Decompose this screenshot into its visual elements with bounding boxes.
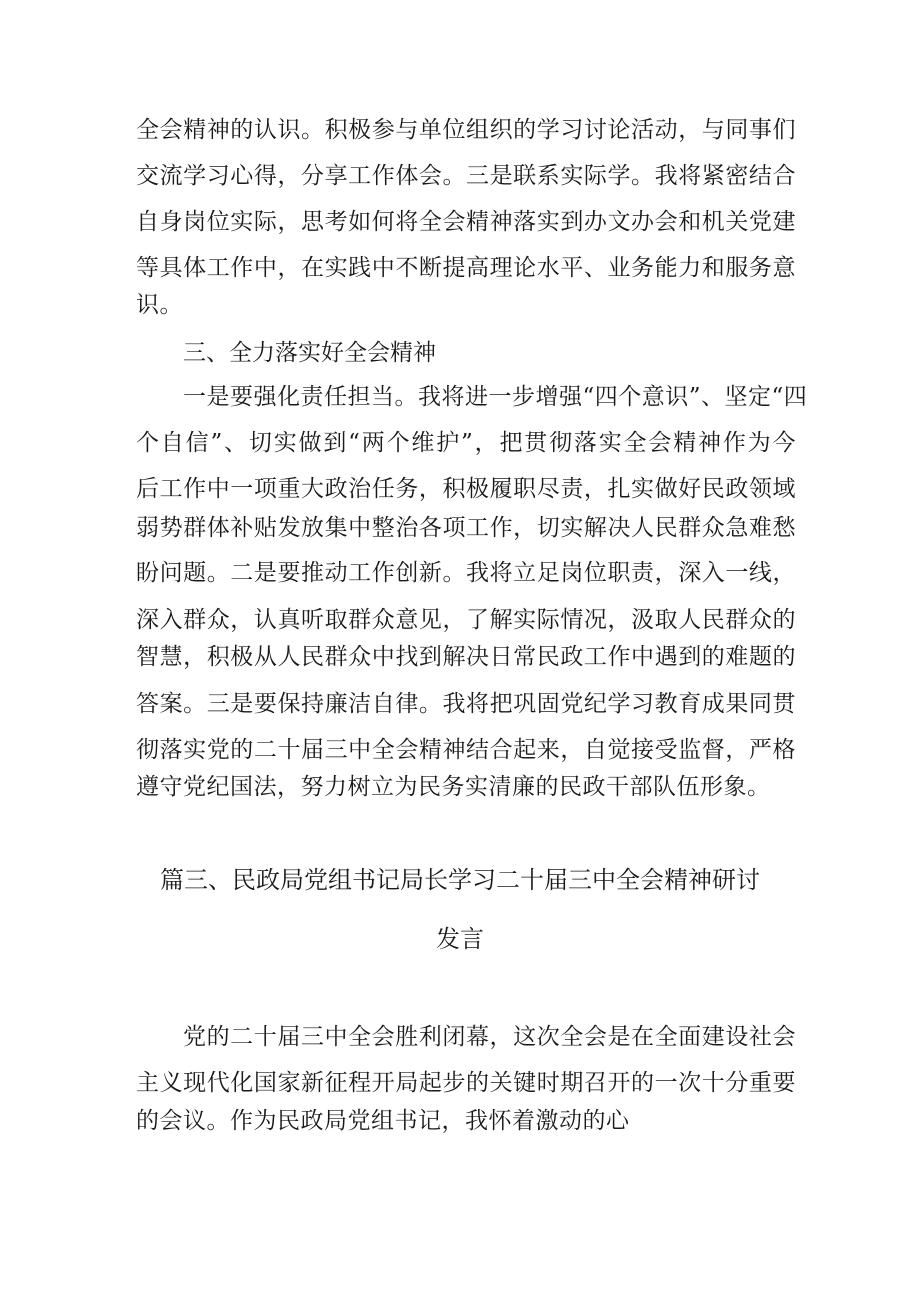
paragraph-line: 主义现代化国家新征程开局起步的关键时期召开的一次十分重要 [136,1070,796,1096]
paragraph-line: 答案。三是要保持廉洁自律。我将把巩固党纪学习教育成果同贯 [136,691,796,717]
paragraph-line: 一是要强化责任担当。我将进一步增强“四个意识”、坚定“四 [183,384,808,410]
paragraph-line: 全会精神的认识。积极参与单位组织的学习讨论活动，与同事们 [136,117,796,143]
paragraph-line: 盼问题。二是要推动工作创新。我将立足岗位职责，深入一线， [136,560,796,586]
paragraph-line: 弱势群体补贴发放集中整治各项工作，切实解决人民群众急难愁 [136,515,796,541]
article-title: 篇三、民政局党组书记局长学习二十届三中全会精神研讨 [160,866,760,894]
paragraph-line: 识。 [136,292,183,318]
article-title-continued: 发言 [436,925,484,953]
paragraph-line: 党的二十届三中全会胜利闭幕，这次全会是在全面建设社会 [183,1024,796,1050]
paragraph-line: 智慧，积极从人民群众中找到解决日常民政工作中遇到的难题的 [136,644,796,670]
paragraph-line: 遵守党纪国法，努力树立为民务实清廉的民政干部队伍形象。 [136,774,771,800]
paragraph-line: 深入群众，认真听取群众意见，了解实际情况，汲取人民群众的 [136,607,796,633]
paragraph-line: 交流学习心得，分享工作体会。三是联系实际学。我将紧密结合 [136,163,796,189]
paragraph-line: 的会议。作为民政局党组书记，我怀着激动的心 [136,1108,630,1134]
paragraph-line: 个自信”、切实做到“两个维护”，把贯彻落实全会精神作为今 [136,430,796,456]
paragraph-line: 等具体工作中，在实践中不断提高理论水平、业务能力和服务意 [136,255,796,281]
paragraph-line: 彻落实党的二十届三中全会精神结合起来，自觉接受监督，严格 [136,737,796,763]
paragraph-line: 后工作中一项重大政治任务，积极履职尽责，扎实做好民政领域 [136,476,796,502]
section-heading: 三、全力落实好全会精神 [183,340,436,366]
paragraph-line: 自身岗位实际，思考如何将全会精神落实到办文办会和机关党建 [136,209,796,235]
